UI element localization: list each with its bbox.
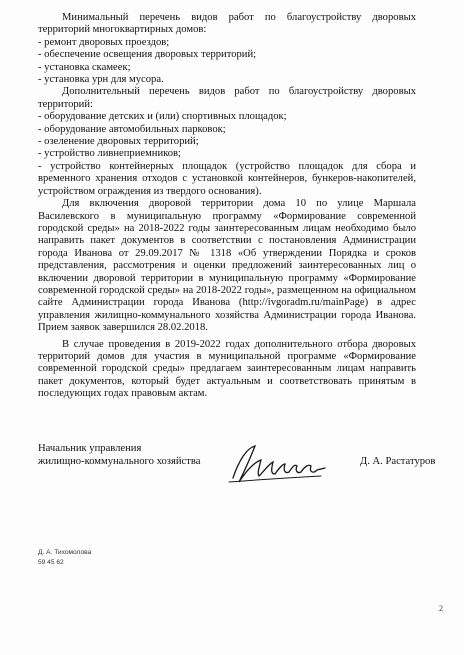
executor-name: Д. А. Тихомолова — [38, 549, 92, 556]
inclusion-paragraph: Для включения дворовой территории дома 10 по улице Маршала Василевского в муниципальную программу «Формирование современной городской среды» на 2018-2022 годы заинтересованным лицам необходимо было направить пакет документов в соответствии с постановления Администрации города Иванова от 29.09.2017 № 1318 «Об утверждении Порядка и сроков представления, рассмотрения и оценки предложений заинтересованных лиц о включении дворовой территории в муниципальную программу «Формирование современной городской среды» на 2018-2022 годы», размещенном на официальном сайте Администрации города Иванова (http://ivgoradm.ru/mainPage) в адрес управления жилищно-коммунального хозяйства Администрации города Иванова. Прием заявок завершился 28.02.2018. — [38, 198, 416, 334]
handwritten-signature — [225, 440, 335, 490]
additional-work-item: - устройство контейнерных площадок (устройство площадок для сбора и временного хранения отходов с установкой контейнеров, бункеров-накопителей, устройством ограждения из твердого основания). — [38, 160, 416, 197]
signatory-title — [38, 442, 200, 468]
additional-work-item: - устройство ливнеприемников; — [38, 148, 181, 160]
additional-work-item: - озеленение дворовых территорий; — [38, 136, 199, 148]
signatory-title-line: Начальник управления — [38, 443, 142, 454]
signatory-name: Д. А. Растатуров — [360, 456, 436, 467]
min-work-item: - обеспечение освещения дворовых территорий; — [38, 49, 257, 61]
additional-work-item: - оборудование автомобильных парковок; — [38, 123, 226, 135]
executor-block — [38, 548, 91, 568]
page-number: 2 — [439, 604, 443, 613]
min-works-intro: Минимальный перечень видов работ по благоустройству дворовых территорий многоквартирных домов: — [38, 12, 416, 36]
min-work-item: - ремонт дворовых проездов; — [38, 36, 170, 48]
additional-works-intro: Дополнительный перечень видов работ по благоустройству дворовых территорий: — [38, 86, 416, 110]
min-work-item: - установка скамеек; — [38, 61, 131, 73]
document-body — [38, 12, 416, 401]
signatory-title-line: жилищно-коммунального хозяйства — [38, 456, 201, 467]
min-work-item: - установка урн для мусора. — [38, 74, 164, 86]
future-selection-paragraph: В случае проведения в 2019-2022 годах дополнительного отбора дворовых территорий домов для участия в муниципальной программе «Формирование современной городской среды» предлагаем заинтересованным лицам направить пакет документов, который будет актуальным и соответствовать принятым в последующих годах правовым актам. — [38, 338, 416, 400]
additional-work-item: - оборудование детских и (или) спортивных площадок; — [38, 111, 287, 123]
executor-phone: 59 45 62 — [38, 559, 64, 566]
